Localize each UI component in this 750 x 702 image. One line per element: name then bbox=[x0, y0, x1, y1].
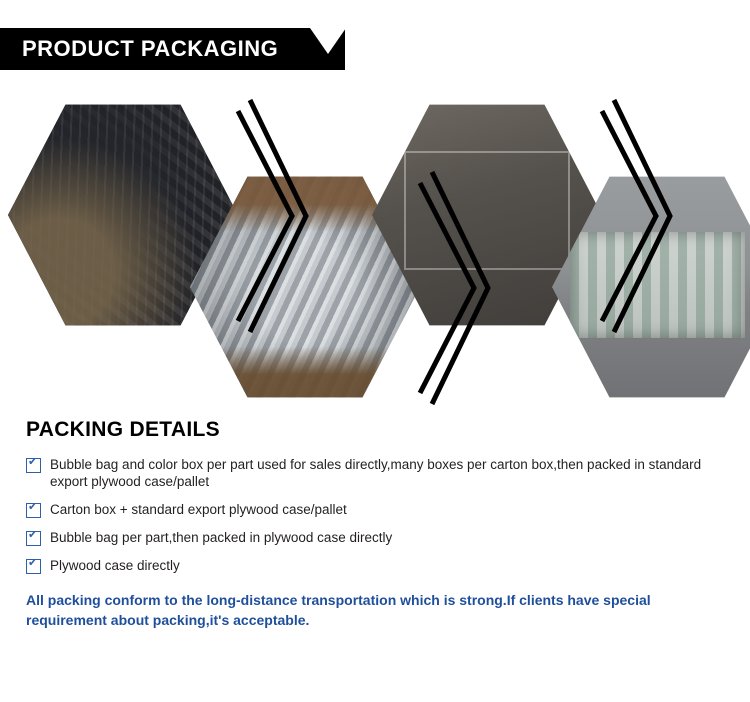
packing-footnote: All packing conform to the long-distance transportation which is strong.If clients have special requirement about packing,it's acceptable. bbox=[26, 592, 651, 628]
list-item-label: Bubble bag per part,then packed in plywood case directly bbox=[50, 530, 393, 545]
header-banner-notch bbox=[310, 28, 346, 54]
list-item bbox=[26, 529, 720, 546]
list-item bbox=[26, 501, 720, 518]
list-item-label: Carton box + standard export plywood case/pallet bbox=[50, 502, 347, 517]
packing-details-section bbox=[0, 418, 750, 630]
check-icon bbox=[26, 531, 41, 546]
list-item bbox=[26, 557, 720, 574]
page-title: PRODUCT PACKAGING bbox=[22, 36, 279, 61]
check-icon bbox=[26, 503, 41, 518]
check-icon bbox=[26, 559, 41, 574]
check-icon bbox=[26, 458, 41, 473]
packaging-image-gallery bbox=[0, 86, 750, 406]
list-item-label: Plywood case directly bbox=[50, 558, 180, 573]
list-item bbox=[26, 456, 720, 490]
packing-details-title: PACKING DETAILS bbox=[26, 418, 220, 441]
list-item-label: Bubble bag and color box per part used for sales directly,many boxes per carton box,then packed in standard export plywood case/pallet bbox=[50, 457, 702, 489]
packing-details-list bbox=[0, 456, 750, 574]
